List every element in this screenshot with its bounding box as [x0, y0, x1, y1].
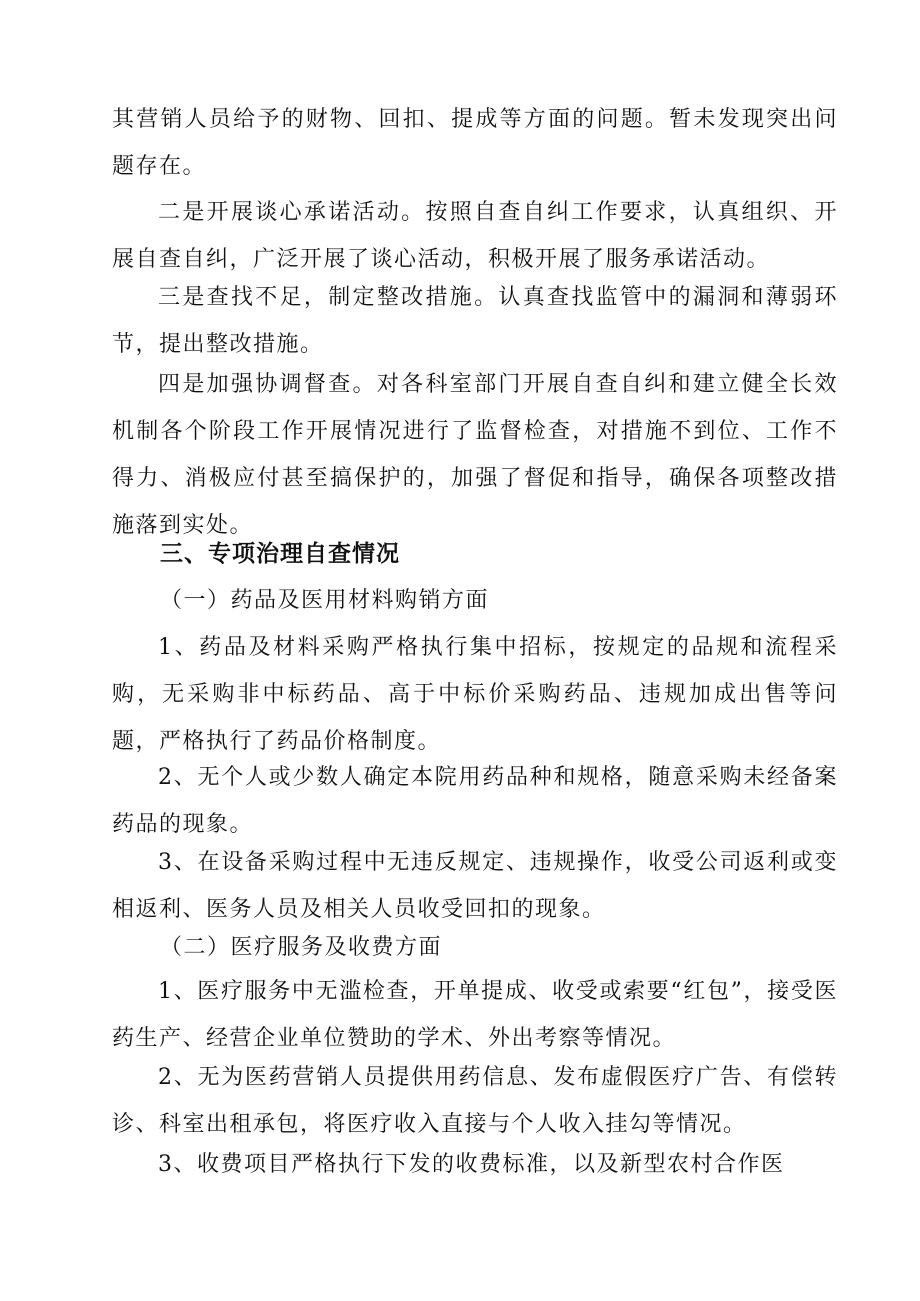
list-item-drug-procurement: 1、药品及材料采购严格执行集中招标，按规定的品规和流程采购，无采购非中标药品、高于中标价采购药品、违规加成出售等问题，严格执行了药品价格制度。 — [112, 635, 838, 754]
subsection-heading-medical-services: （二）医疗服务及收费方面 — [160, 935, 443, 960]
paragraph-find-shortcomings: 三是查找不足，制定整改措施。认真查找监管中的漏洞和薄弱环节，提出整改措施。 — [112, 285, 838, 357]
list-item-drug-selection: 2、无个人或少数人确定本院用药品种和规格，随意采购未经备案药品的现象。 — [112, 765, 838, 837]
paragraph-continuation: 其营销人员给予的财物、回扣、提成等方面的问题。暂未发现突出问题存在。 — [112, 107, 838, 179]
list-item-medical-services: 1、医疗服务中无滥检查，开单提成、收受或索要“红包”，接受医药生产、经营企业单位赞助的学术、外出考察等情况。 — [112, 979, 838, 1051]
subsection-heading-drugs-materials: （一）药品及医用材料购销方面 — [160, 588, 490, 613]
section-heading-special-governance: 三、专项治理自查情况 — [160, 541, 400, 567]
paragraph-coordination-supervision: 四是加强协调督查。对各科室部门开展自查自纠和建立健全长效机制各个阶段工作开展情况进行了监督检查，对措施不到位、工作不得力、消极应付甚至搞保护的，加强了督促和指导，确保各项整改措施落到实处。 — [112, 372, 838, 538]
list-item-marketing-info: 2、无为医药营销人员提供用药信息、发布虚假医疗广告、有偿转诊、科室出租承包，将医疗收入直接与个人收入挂勾等情况。 — [112, 1065, 838, 1137]
list-item-charging-standards: 3、收费项目严格执行下发的收费标准，以及新型农村合作医 — [158, 1152, 785, 1177]
paragraph-talk-commitment: 二是开展谈心承诺活动。按照自查自纠工作要求，认真组织、开展自查自纠，广泛开展了谈心活动，积极开展了服务承诺活动。 — [112, 200, 838, 272]
list-item-equipment-procurement: 3、在设备采购过程中无违反规定、违规操作，收受公司返利或变相返利、医务人员及相关人员收受回扣的现象。 — [112, 850, 838, 922]
